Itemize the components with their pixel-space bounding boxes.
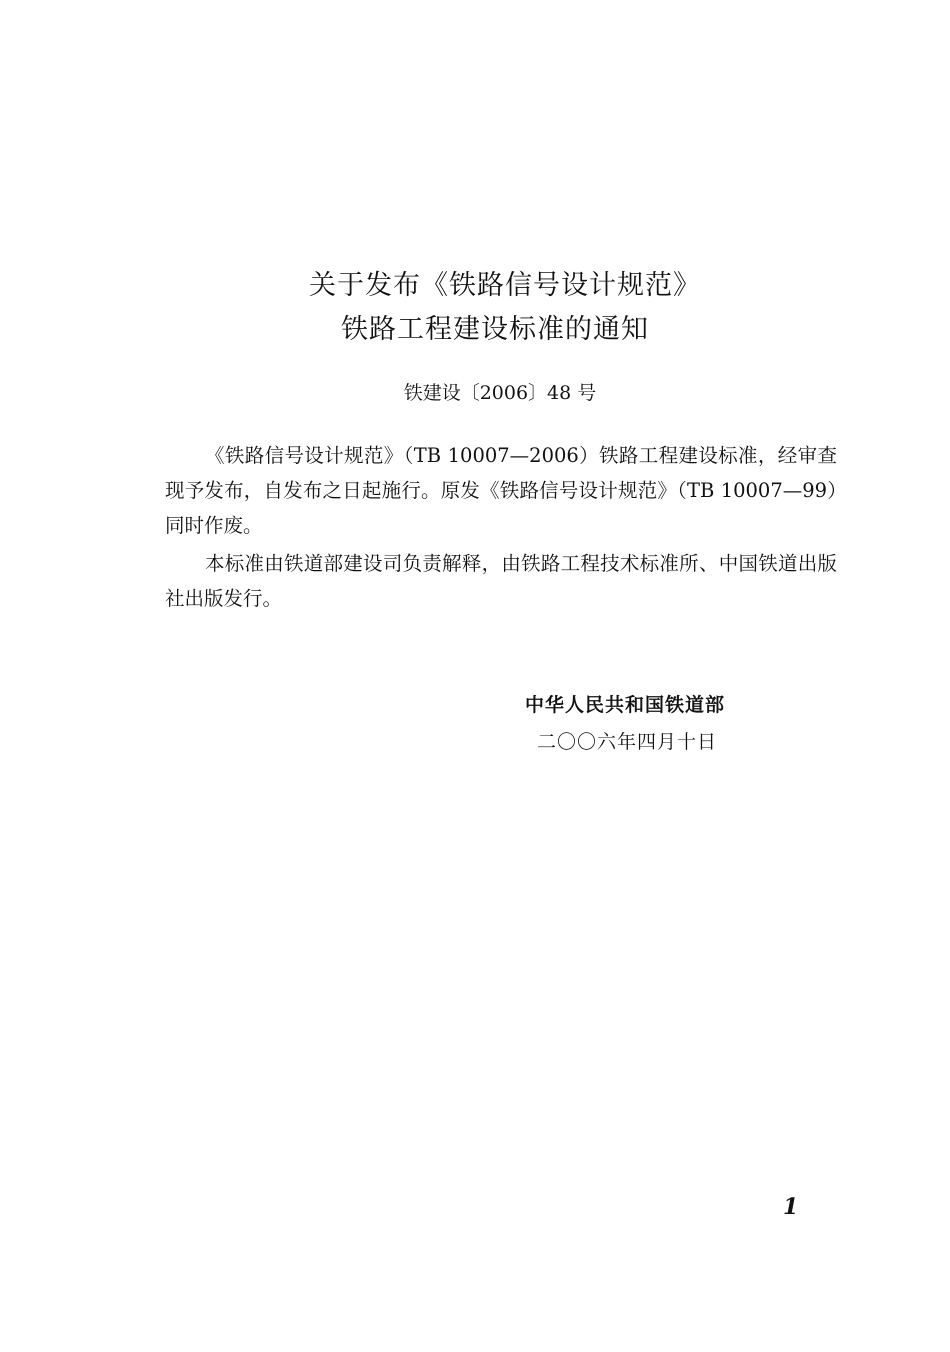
notice-title-line-1: 关于发布《铁路信号设计规范》 xyxy=(309,270,701,301)
body-paragraph-1: 《铁路信号设计规范》（TB 10007—2006）铁路工程建设标准，经审查现予发布，自发布之日起施行。原发《铁路信号设计规范》（TB 10007—99）同时作废。 xyxy=(165,444,837,537)
notice-title-line-2: 铁路工程建设标准的通知 xyxy=(341,314,649,345)
body-paragraph-2: 本标准由铁道部建设司负责解释，由铁路工程技术标准所、中国铁道出版社出版发行。 xyxy=(165,552,837,610)
document-number: 铁建设〔2006〕48 号 xyxy=(403,382,597,404)
page-number: 1 xyxy=(783,1194,799,1220)
issue-date: 二〇〇六年四月十日 xyxy=(537,731,718,753)
issuer-signature: 中华人民共和国铁道部 xyxy=(525,694,726,716)
